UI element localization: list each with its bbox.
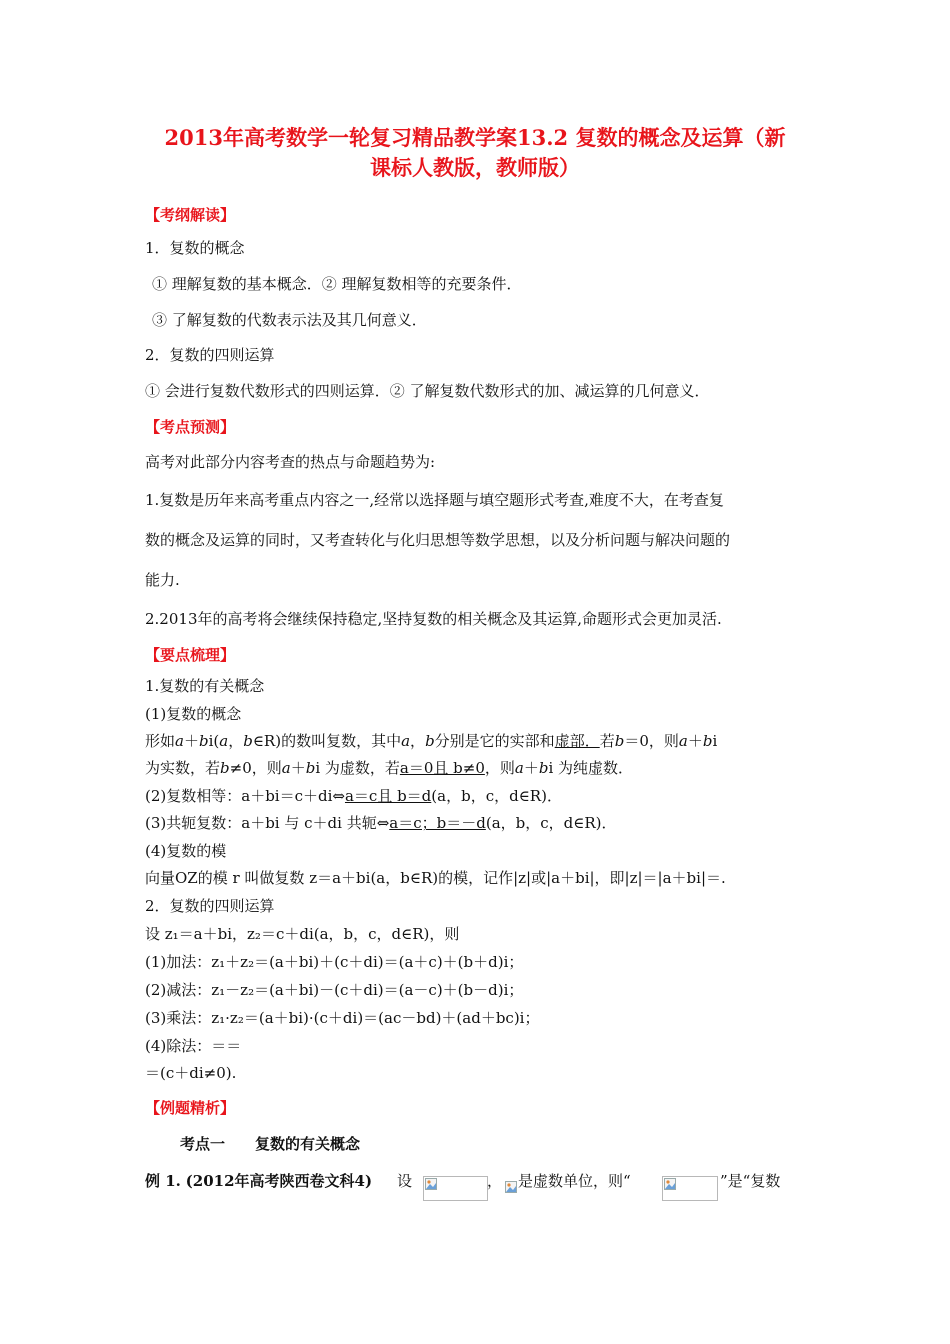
var: b: [614, 732, 625, 750]
text: (a，b，c，d∈R)．: [431, 787, 562, 805]
text: ＋: [687, 732, 703, 750]
var: a: [514, 759, 524, 777]
example-source: (2012年高考陕西卷文科4): [185, 1172, 373, 1190]
section-heading-yaodian: 【要点梳理】: [145, 646, 236, 664]
example-number: 例 1.: [145, 1172, 181, 1190]
yaodian-line-1: 1.复数的有关概念: [145, 677, 265, 695]
var: a: [401, 732, 411, 750]
var: b: [198, 732, 209, 750]
text: ＋: [183, 732, 199, 750]
text: (3)共轭复数：: [145, 814, 242, 832]
var: b: [425, 732, 435, 750]
text: (a，b，c，d∈R)．: [485, 814, 617, 832]
example-1-text-d: ”是“复数: [720, 1172, 781, 1190]
example-1-text-c: 是虚数单位，则“: [518, 1172, 631, 1190]
document-title-line-2: 课标人教版，教师版）: [370, 155, 580, 180]
example-1-lead: [145, 1170, 372, 1191]
underlined-answer: a＝c且 b＝d: [344, 787, 432, 805]
example-1-text-b: ，: [487, 1172, 503, 1190]
yaodian-line-3: [145, 731, 717, 751]
text: i(: [208, 732, 220, 750]
var: b: [538, 759, 549, 777]
yaodian-line-12: (2)减法：z₁－z₂＝(a＋bi)－(c＋di)＝(a－c)＋(b－d)i；: [145, 981, 524, 999]
text: ∈R)的数叫复数，其中: [252, 732, 402, 750]
yaodian-line-15: ＝(c＋di≠0).: [145, 1064, 237, 1082]
section-heading-example: 【例题精析】: [145, 1099, 236, 1117]
text: ≠0，则: [229, 759, 282, 777]
var: a: [219, 732, 229, 750]
text: ，则: [484, 759, 515, 777]
yaodian-line-11: (1)加法：z₁＋z₂＝(a＋bi)＋(c＋di)＝(a＋c)＋(b＋d)i；: [145, 953, 524, 971]
section-heading-kaogang: 【考纲解读】: [145, 206, 236, 224]
text: ，: [410, 732, 426, 750]
text: (2)复数相等：: [145, 787, 242, 805]
yaodian-line-4: [145, 758, 633, 778]
yaodian-line-10: 设 z₁＝a＋bi，z₂＝c＋di(a，b，c，d∈R)，则: [145, 925, 460, 943]
text: 分别是它的实部和: [434, 732, 555, 750]
kaogang-line-3: ③ 了解复数的代数表示法及其几何意义．: [152, 311, 427, 329]
yuce-line-3: 数的概念及运算的同时，又考查转化与化归思想等数学思想，以及分析问题与解决问题的: [145, 531, 731, 549]
var: b: [305, 759, 316, 777]
broken-image-icon: [425, 1178, 437, 1190]
example-topic-header: 考点一 复数的有关概念: [180, 1135, 361, 1153]
underlined-answer: a＝0且 b≠0: [399, 759, 485, 777]
kaogang-line-1: 1．复数的概念: [145, 239, 245, 257]
text: ＝0，则: [624, 732, 679, 750]
var: a: [281, 759, 291, 777]
kaogang-line-5: ① 会进行复数代数形式的四则运算．② 了解复数代数形式的加、减运算的几何意义．: [145, 382, 710, 400]
formula: a＋bi 与 c＋di 共轭⇔: [241, 814, 390, 832]
text: 形如: [145, 732, 176, 750]
yaodian-line-2: (1)复数的概念: [145, 705, 242, 723]
formula: a＋bi＝c＋di⇔: [241, 787, 345, 805]
text: ＋: [523, 759, 539, 777]
text: i 为纯虚数．: [548, 759, 634, 777]
underlined-answer: a＝c；b＝－d: [389, 814, 486, 832]
var: a: [175, 732, 184, 750]
yaodian-line-9: 2．复数的四则运算: [145, 897, 275, 915]
text: 为实数，若: [145, 759, 221, 777]
yaodian-line-7: (4)复数的模: [145, 842, 227, 860]
broken-image-placeholder: [423, 1176, 488, 1201]
yuce-line-1: 高考对此部分内容考查的热点与命题趋势为:: [145, 453, 436, 471]
yaodian-line-13: (3)乘法：z₁·z₂＝(a＋bi)·(c＋di)＝(ac－bd)＋(ad＋bc)i；: [145, 1009, 540, 1027]
yuce-line-5: 2.2013年的高考将会继续保持稳定,坚持复数的相关概念及其运算,命题形式会更加灵活.: [145, 610, 722, 628]
example-1-text-a: 设: [397, 1172, 413, 1190]
broken-image-icon: [664, 1178, 676, 1190]
yaodian-line-8: 向量OZ的模 r 叫做复数 z＝a＋bi(a，b∈R)的模，记作|z|或|a＋bi|，即|z|＝|a＋bi|＝.: [145, 869, 726, 887]
yaodian-line-5: [145, 786, 562, 806]
var: b: [243, 732, 253, 750]
yuce-line-2: 1.复数是历年来高考重点内容之一,经常以选择题与填空题形式考查,难度不大，在考查复: [145, 491, 724, 509]
kaogang-line-2: ① 理解复数的基本概念．② 理解复数相等的充要条件．: [152, 275, 522, 293]
var: b: [702, 732, 713, 750]
broken-image-placeholder: [662, 1176, 718, 1201]
var: a: [678, 732, 688, 750]
text: i 为虚数，若: [315, 759, 400, 777]
text: i: [712, 732, 718, 750]
text: 若: [599, 732, 615, 750]
text: ，: [228, 732, 244, 750]
text: ＋: [290, 759, 306, 777]
var: b: [220, 759, 230, 777]
broken-image-icon: [505, 1181, 517, 1193]
underlined-answer: 虚部．: [554, 732, 600, 750]
yaodian-line-6: [145, 813, 617, 833]
yuce-line-4: 能力.: [145, 571, 180, 589]
section-heading-yuce: 【考点预测】: [145, 418, 236, 436]
yaodian-line-14: (4)除法：＝＝: [145, 1037, 242, 1055]
kaogang-line-4: 2．复数的四则运算: [145, 346, 275, 364]
document-title-line-1: 2013年高考数学一轮复习精品教学案13.2 复数的概念及运算（新: [164, 125, 786, 150]
